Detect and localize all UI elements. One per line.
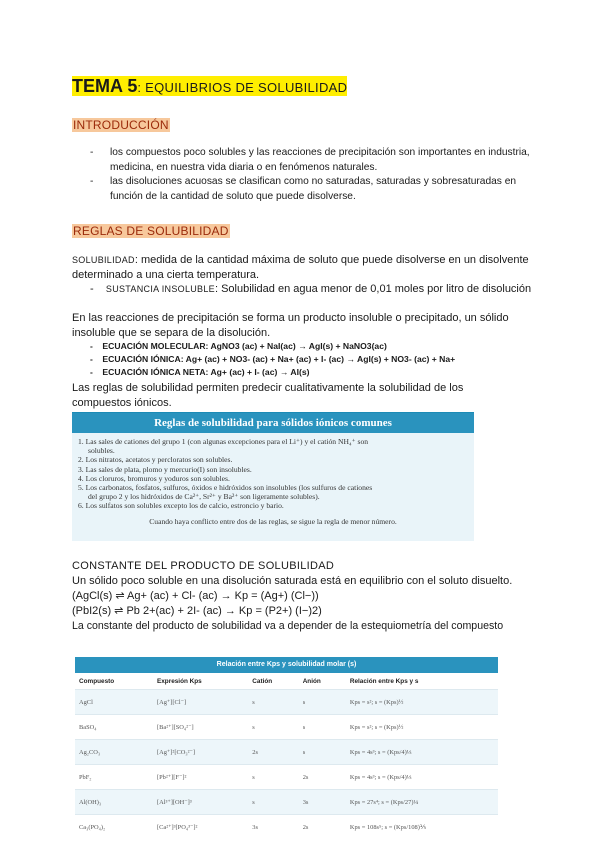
list-item: 5. Los carbonatos, fosfatos, sulfuros, óxidos e hidróxidos son insolubles (los sulfuros de cationes (78, 483, 373, 493)
list-item: 2. Los nitratos, acetatos y percloratos son solubles. (78, 455, 233, 465)
solubility-term: SOLUBILIDAD (72, 255, 135, 265)
intro-bullets (90, 146, 530, 204)
ksp-table (75, 673, 498, 839)
ksp-line-4: La constante del producto de solubilidad va a depender de la estequiometría del compuesto (72, 620, 504, 632)
table-row: BaSO₄ [Ba²⁺][SO₄²⁻] s s Kps = s²; s = (Kps)½ (75, 715, 498, 740)
column-header: Relación entre Kps y s (346, 673, 498, 690)
eq-ionic: - ECUACIÓN IÓNICA: Ag+ (ac) + NO3- (ac) + Na+ (ac) + I- (ac) → AgI(s) + NO3- (ac) + Na+ (90, 354, 456, 364)
ksp-table-title: Relación entre Kps y solubilidad molar (s) (75, 657, 498, 673)
solubility-definition (72, 253, 532, 282)
rules-box-list (72, 437, 474, 511)
title-rest: : EQUILIBRIOS DE SOLUBILIDAD (137, 80, 348, 95)
insoluble-term: SUSTANCIA INSOLUBLE (105, 284, 215, 294)
rules-box-title: Reglas de solubilidad para sólidos iónicos comunes (72, 413, 474, 433)
predict-text: Las reglas de solubilidad permiten predecir cualitativamente la solubilidad de los compuestos iónicos. (72, 382, 464, 409)
column-header: Catión (248, 673, 298, 690)
ksp-line-2: (AgCl(s) ⇌ Ag+ (ac) + Cl- (ac) → Kp = (Ag+) (Cl−)) (72, 590, 319, 602)
title-number: TEMA 5 (72, 76, 138, 96)
eq-molecular: - ECUACIÓN MOLECULAR: AgNO3 (ac) + NaI(ac) → AgI(s) + NaNO3(ac) (90, 341, 387, 351)
list-item: 6. Los sulfatos son solubles excepto los de calcio, estroncio y bario. (78, 501, 284, 511)
list-item: del grupo 2 y los hidróxidos de Ca²⁺, Sr²⁺ y Ba²⁺ son ligeramente solubles). (88, 492, 320, 502)
precipitation-text: En las reacciones de precipitación se forma un producto insoluble o precipitado, un sólido insoluble que se separa de la disolución. (72, 312, 509, 339)
list-item: 3. Las sales de plata, plomo y mercurio(I) son insolubles. (78, 464, 252, 474)
list-item: - los compuestos poco solubles y las reacciones de precipitación son importantes en industria, medicina, en nuestra vida diaria o en fenómenos naturales. (90, 147, 530, 173)
table-row: PbF₂ [Pb²⁺][F⁻]² s 2s Kps = 4s³; s = (Kps/4)⅓ (75, 765, 498, 790)
insoluble-def: : Solubilidad en agua menor de 0,01 moles por litro de disolución (214, 283, 532, 295)
rules-heading: REGLAS DE SOLUBILIDAD (73, 224, 229, 238)
table-row: AgCl [Ag⁺][Cl⁻] s s Kps = s²; s = (Kps)½ (75, 690, 498, 715)
rules-box-footer: Cuando haya conflicto entre dos de las reglas, se sigue la regla de menor número. (149, 516, 397, 526)
ksp-line-3: (PbI2(s) ⇌ Pb 2+(ac) + 2I- (ac) → Kp = (P2+) (I−)2) (72, 605, 322, 617)
intro-heading: INTRODUCCIÓN (73, 118, 169, 132)
eq-net: - ECUACIÓN IÓNICA NETA: Ag+ (ac) + I- (ac) → AI(s) (90, 367, 310, 377)
table-row: Ag₂CO₃ [Ag⁺]²[CO₃²⁻] 2s s Kps = 4s³; s = (Kps/4)⅓ (75, 740, 498, 765)
page-title (72, 76, 347, 97)
insoluble-definition: - SUSTANCIA INSOLUBLE: Solubilidad en agua menor de 0,01 moles por litro de disolución (90, 283, 532, 295)
equations (90, 340, 560, 379)
list-item: 1. Las sales de cationes del grupo 1 (con algunas excepciones para el Li⁺) y el catión NH₄⁺ son (78, 437, 369, 446)
table-row: Ca₃(PO₄)₂ [Ca²⁺]³[PO₄³⁻]² 3s 2s Kps = 108s⁵; s = (Kps/108)⅕ (75, 815, 498, 840)
solubility-def: : medida de la cantidad máxima de soluto que puede disolverse en un disolvente determinado a una cierta temperatura. (72, 254, 529, 281)
ksp-solubility-table (75, 657, 498, 835)
list-item: solubles. (88, 446, 115, 456)
table-row: Al(OH)₃ [Al³⁺][OH⁻]³ s 3s Kps = 27s⁴; s = (Kps/27)¼ (75, 790, 498, 815)
column-header: Anión (299, 673, 346, 690)
ksp-heading: CONSTANTE DEL PRODUCTO DE SOLUBILIDAD (72, 560, 335, 572)
column-header: Compuesto (75, 673, 153, 690)
table-header-row (75, 673, 498, 690)
solubility-rules-box (72, 412, 474, 541)
list-item: 4. Los cloruros, bromuros y yoduros son solubles. (78, 473, 230, 483)
ksp-line-1: Un sólido poco soluble en una disolución saturada está en equilibrio con el soluto disuelto. (72, 575, 513, 587)
column-header: Expresión Kps (153, 673, 248, 690)
list-item: - las disoluciones acuosas se clasifican como no saturadas, saturadas y sobresaturadas en función de la cantidad de soluto que puede disolverse. (90, 176, 517, 202)
